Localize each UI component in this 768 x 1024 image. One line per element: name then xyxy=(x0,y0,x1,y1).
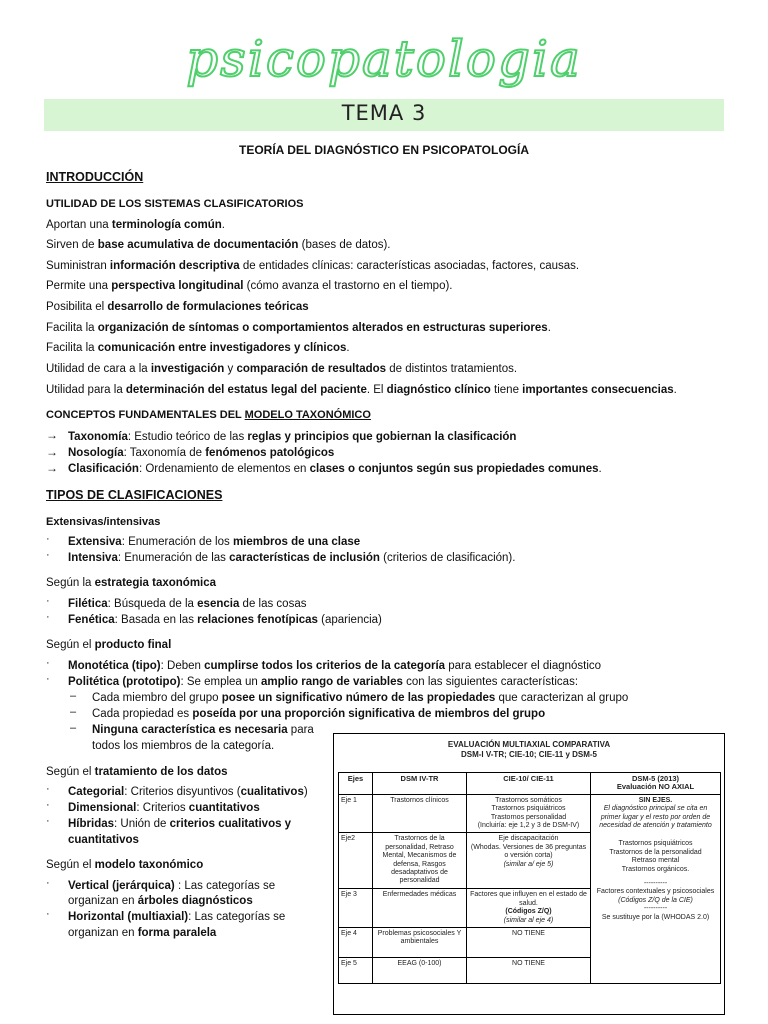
datos-item: Híbridas: Unión de criterios cualitativos y xyxy=(68,818,292,830)
modelo-line: Vertical (jerárquica) : Las categorías se xyxy=(68,880,276,892)
bullet-icon: · xyxy=(46,533,50,545)
intro-line: Utilidad para la determinación del estatus legal del paciente. El diagnóstico clínico tiene importantes consecuencias. xyxy=(46,384,677,396)
modelo-heading: Según el modelo taxonómico xyxy=(46,859,204,871)
bullet-icon: · xyxy=(46,673,50,685)
producto-subitem-cont: todos los miembros de la categoría. xyxy=(92,740,275,752)
table-cell: Trastornos clínicos xyxy=(373,794,467,833)
arrow-icon: → xyxy=(46,428,58,442)
intro-line: Aportan una terminología común. xyxy=(46,219,225,231)
bullet-icon: · xyxy=(46,877,50,889)
ext-item: Extensiva: Enumeración de los miembros de una clase xyxy=(68,536,361,548)
bullet-icon: · xyxy=(46,611,50,623)
estrategia-heading: Según la estrategia taxonómica xyxy=(46,577,217,589)
comparison-table xyxy=(338,772,721,984)
dash-icon: – xyxy=(70,690,77,702)
bullet-icon: · xyxy=(46,908,50,920)
table-header: DSM-5 (2013) Evaluación NO AXIAL xyxy=(591,773,721,795)
intro-line: Posibilita el desarrollo de formulaciones teóricas xyxy=(46,301,309,313)
producto-subitem: Cada miembro del grupo posee un significativo número de las propiedades que caracterizan al grupo xyxy=(92,692,629,704)
estrategia-item: Fenética: Basada en las relaciones fenotípicas (apariencia) xyxy=(68,614,382,626)
tipos-heading: TIPOS DE CLASIFICACIONES xyxy=(46,488,223,502)
conceptos-heading: CONCEPTOS FUNDAMENTALES DEL MODELO TAXONÓMICO xyxy=(46,409,371,421)
arrow-icon: → xyxy=(46,445,58,459)
table-header: Ejes xyxy=(339,773,373,795)
main-title: TEORÍA DEL DIAGNÓSTICO EN PSICOPATOLOGÍA xyxy=(238,143,530,157)
ext-heading: Extensivas/intensivas xyxy=(46,516,161,528)
dash-icon: – xyxy=(70,706,77,718)
table-cell: Eje 3 xyxy=(339,889,373,928)
intro-line: Facilita la comunicación entre investigadores y clínicos. xyxy=(46,342,350,354)
intro-line: Facilita la organización de síntomas o comportamientos alterados en estructuras superiores. xyxy=(46,322,551,334)
intro-subheading: UTILIDAD DE LOS SISTEMAS CLASIFICATORIOS xyxy=(46,198,304,210)
table-cell: Enfermedades médicas xyxy=(373,889,467,928)
concepto-item: Taxonomía: Estudio teórico de las reglas y principios que gobiernan la clasificación xyxy=(68,431,517,443)
table-cell: Eje 5 xyxy=(339,958,373,984)
table-cell: Trastornos de la personalidad, Retraso Mental, Mecanismos de defensa, Rasgos desadaptativos de personalidad xyxy=(373,833,467,889)
table-cell: Trastornos somáticos Trastornos psiquiátricos Trastornos personalidad (Incluiría: eje 1,2 y 3 de DSM-IV) xyxy=(467,794,591,833)
script-title: psicopatologia xyxy=(186,30,582,88)
modelo-line: organizan en forma paralela xyxy=(68,927,217,939)
intro-line: Utilidad de cara a la investigación y comparación de resultados de distintos tratamientos. xyxy=(46,363,518,375)
table-cell: EEAG (0-100) xyxy=(373,958,467,984)
table-cell: Eje 4 xyxy=(339,928,373,958)
tema-label: TEMA 3 xyxy=(341,101,427,125)
table-row xyxy=(339,794,721,833)
producto-item: Politética (prototipo): Se emplea un amplio rango de variables con las siguientes características: xyxy=(68,676,579,688)
table-header: DSM IV-TR xyxy=(373,773,467,795)
table-cell: Factores que influyen en el estado de salud. (Códigos Z/Q) (similar al eje 4) xyxy=(467,889,591,928)
bullet-icon: · xyxy=(46,815,50,827)
table-cell: Eje2 xyxy=(339,833,373,889)
table-cell: NO TIENE xyxy=(467,958,591,984)
estrategia-item: Filética: Búsqueda de la esencia de las cosas xyxy=(68,598,307,610)
bullet-icon: · xyxy=(46,595,50,607)
table-title: EVALUACIÓN MULTIAXIAL COMPARATIVA DSM-I V-TR; CIE-10; CIE-11 y DSM-5 xyxy=(447,740,611,759)
producto-heading: Según el producto final xyxy=(46,639,172,651)
concepto-item: Clasificación: Ordenamiento de elementos en clases o conjuntos según sus propiedades comunes. xyxy=(68,463,602,475)
bullet-icon: · xyxy=(46,783,50,795)
producto-subitem: Ninguna característica es necesaria para xyxy=(92,724,314,736)
comparison-table-figure xyxy=(333,733,725,1015)
producto-item: Monotética (tipo): Deben cumplirse todos los criterios de la categoría para establecer el diagnóstico xyxy=(68,660,602,672)
intro-line: Permite una perspectiva longitudinal (cómo avanza el trastorno en el tiempo). xyxy=(46,280,453,292)
bullet-icon: · xyxy=(46,657,50,669)
producto-subitem: Cada propiedad es poseída por una proporción significativa de miembros del grupo xyxy=(92,708,546,720)
datos-item: Dimensional: Criterios cuantitativos xyxy=(68,802,260,814)
dash-icon: – xyxy=(70,722,77,734)
table-cell: Eje 1 xyxy=(339,794,373,833)
bullet-icon: · xyxy=(46,549,50,561)
ext-item: Intensiva: Enumeración de las características de inclusión (criterios de clasificación). xyxy=(68,552,516,564)
arrow-icon: → xyxy=(46,461,58,475)
modelo-line: organizan en árboles diagnósticos xyxy=(68,895,253,907)
bullet-icon: · xyxy=(46,799,50,811)
table-header: CIE-10/ CIE-11 xyxy=(467,773,591,795)
intro-heading: INTRODUCCIÓN xyxy=(46,170,144,184)
table-cell: Eje discapacitación (Whodas. Versiones de 36 preguntas o versión corta) (similar a/ eje 5) xyxy=(467,833,591,889)
datos-heading: Según el tratamiento de los datos xyxy=(46,766,228,778)
modelo-line: Horizontal (multiaxial): Las categorías se xyxy=(68,911,286,923)
datos-item-cont: cuantitativos xyxy=(68,834,139,846)
tema-band xyxy=(44,99,724,131)
table-header-row xyxy=(339,773,721,795)
dsm5-cell: SIN EJES. El diagnóstico principal se cita en primer lugar y el resto por orden de necesidad de atención y tratamiento Trastornos psiquiátricos Trastornos de la personalidad Retraso mental Trastornos orgánicos. ---------- Factores contextuales y psicosociales (Códigos Z/Q de la CIE) ---------- Se sustituye por la (WHODAS 2.0) xyxy=(591,794,721,983)
table-cell: Problemas psicosociales Y ambientales xyxy=(373,928,467,958)
intro-line: Sirven de base acumulativa de documentación (bases de datos). xyxy=(46,239,391,251)
intro-line: Suministran información descriptiva de entidades clínicas: características asociadas, factores, causas. xyxy=(46,260,580,272)
concepto-item: Nosología: Taxonomía de fenómenos patológicos xyxy=(68,447,335,459)
datos-item: Categorial: Criterios disyuntivos (cualitativos) xyxy=(68,786,308,798)
table-cell: NO TIENE xyxy=(467,928,591,958)
